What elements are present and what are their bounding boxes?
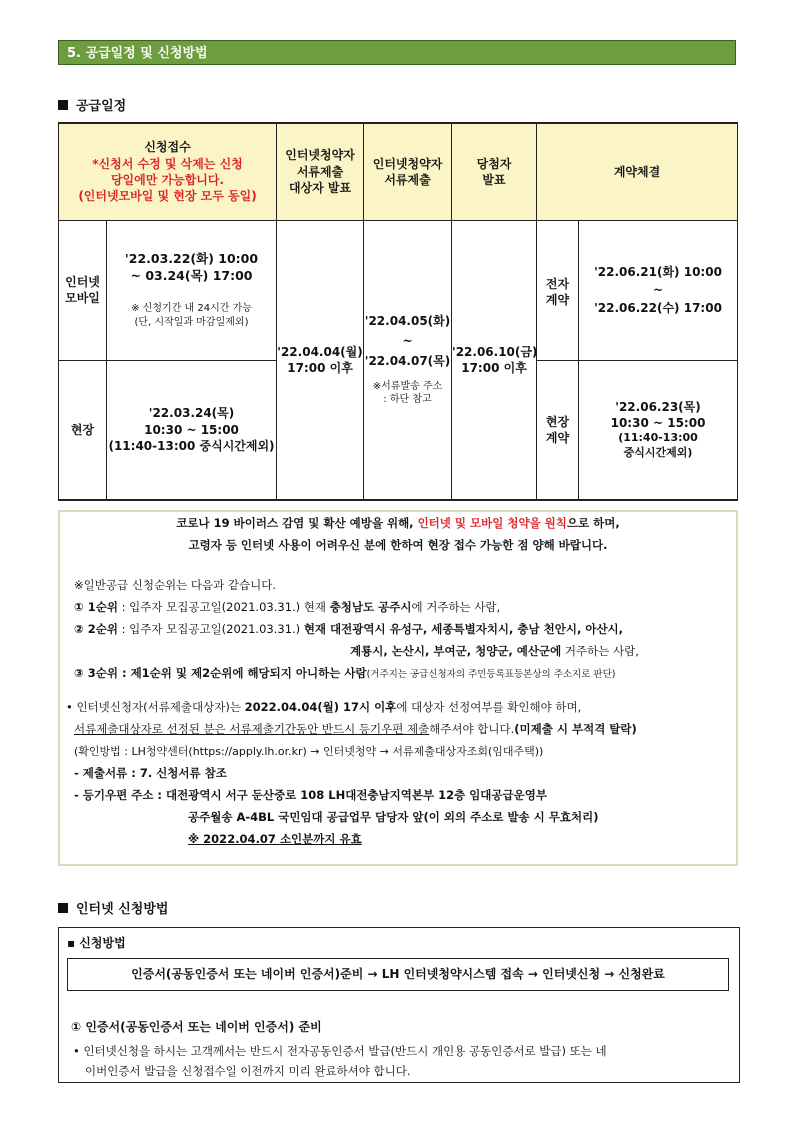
schedule-heading (58, 95, 126, 114)
mail-address: - 등기우편 주소 : 대전광역시 서구 둔산중로 108 LH대전충남지역본부 12층 임대공급운영부 (74, 788, 547, 802)
row-label-onsite: 현장 (59, 360, 107, 500)
header-contract: 계약체결 (537, 123, 738, 220)
table-row (59, 220, 738, 360)
bullet-announce: • 인터넷신청자(서류제출대상자)는 2022.04.04(월) 17시 이후에 대상자 선정여부를 확인해야 하며, (66, 700, 582, 714)
square-bullet-icon (58, 100, 68, 110)
submit-period: '22.04.05(화) ~ '22.04.07(목) ※서류발송 주소 : 하단 참고 (364, 220, 452, 500)
bullet-submit: 서류제출대상자로 선정된 분은 서류제출기간동안 반드시 등기우편 제출해주셔야 합니다.(미제출 시 부적격 탈락) (74, 722, 637, 736)
required-docs: - 제출서류 : 7. 신청서류 참조 (74, 766, 227, 780)
step-1-desc: • 인터넷신청을 하시는 고객께서는 반드시 전자공동인증서 발급(반드시 개인용 공동인증서로 발급) 또는 네 이버인증서 발급을 신청접수일 이전까지 미리 완료하셔야 합니다. (73, 1044, 607, 1078)
postmark-deadline: ※ 2022.04.07 소인분까지 유효 (188, 832, 362, 846)
row-label-internet: 인터넷 모바일 (59, 220, 107, 360)
table-header-row (59, 123, 738, 220)
mail-recipient: 공주월송 A-4BL 국민임대 공급업무 담당자 앞(이 외의 주소로 발송 시 무효처리) (188, 810, 599, 824)
schedule-heading-text: 공급일정 (76, 99, 127, 114)
apply-method-title: ▪ 신청방법 (67, 936, 126, 950)
announce-date: '22.04.04(월) 17:00 이후 (277, 220, 364, 500)
header-announce: 인터넷청약자 서류제출 대상자 발표 (277, 123, 364, 220)
onsite-contract-label: 현장 계약 (537, 360, 579, 500)
rank-2: ② 2순위 : 입주자 모집공고일(2021.03.31.) 현재 대전광역시 유성구, 세종특별자치시, 충남 천안시, 아산시, (74, 622, 624, 636)
header-apply: 신청접수 *신청서 수정 및 삭제는 신청 당일에만 가능합니다. (인터넷모바일 및 현장 모두 동일) (59, 123, 277, 220)
order-intro: ※일반공급 신청순위는 다음과 같습니다. (74, 578, 276, 592)
covid-notice-line2: 고령자 등 인터넷 사용이 어려우신 분에 한하여 현장 접수 가능한 점 양해 바랍니다. (188, 538, 608, 552)
check-method: (확인방법 : LH청약센터(https://apply.lh.or.kr) → 인터넷청약 → 서류제출대상자조회(임대주택)) (74, 745, 544, 758)
header-submit: 인터넷청약자 서류제출 (364, 123, 452, 220)
e-contract-period: '22.06.21(화) 10:00 ~ '22.06.22(수) 17:00 (579, 220, 738, 360)
internet-apply-period: '22.03.22(화) 10:00 ~ 03.24(목) 17:00 ※ 신청기간 내 24시간 가능 (단, 시작일과 마감일제외) (107, 220, 277, 360)
apply-flow: 인증서(공동인증서 또는 네이버 인증서)준비 → LH 인터넷청약시스템 접속 → 인터넷신청 → 신청완료 (67, 958, 729, 991)
header-winner: 당첨자 발표 (452, 123, 537, 220)
schedule-table (58, 122, 738, 501)
rank-1: ① 1순위 : 입주자 모집공고일(2021.03.31.) 현재 충청남도 공주시에 거주하는 사람, (74, 600, 501, 614)
internet-apply-heading-text: 인터넷 신청방법 (76, 902, 169, 917)
covid-notice-line1: 코로나 19 바이러스 감염 및 확산 예방을 위해, 인터넷 및 모바일 청약을 원칙으로 하며, (176, 516, 620, 530)
notice-box (58, 510, 738, 866)
section-header: 5. 공급일정 및 신청방법 (58, 40, 736, 65)
onsite-apply-period: '22.03.24(목) 10:30 ~ 15:00 (11:40-13:00 중식시간제외) (107, 360, 277, 500)
rank-2-cont: 계룡시, 논산시, 부여군, 청양군, 예산군에 거주하는 사람, (350, 644, 639, 658)
internet-apply-heading (58, 898, 168, 917)
e-contract-label: 전자 계약 (537, 220, 579, 360)
square-bullet-icon (58, 903, 68, 913)
winner-date: '22.06.10(금) 17:00 이후 (452, 220, 537, 500)
rank-3: ③ 3순위 : 제1순위 및 제2순위에 해당되지 아니하는 사람(거주지는 공급신청자의 주민등록표등본상의 주소지로 판단) (74, 666, 616, 680)
step-1-title: ① 인증서(공동인증서 또는 네이버 인증서) 준비 (71, 1020, 322, 1034)
apply-method-box (58, 927, 740, 1083)
onsite-contract-period: '22.06.23(목) 10:30 ~ 15:00 (11:40-13:00 중식시간제외) (579, 360, 738, 500)
